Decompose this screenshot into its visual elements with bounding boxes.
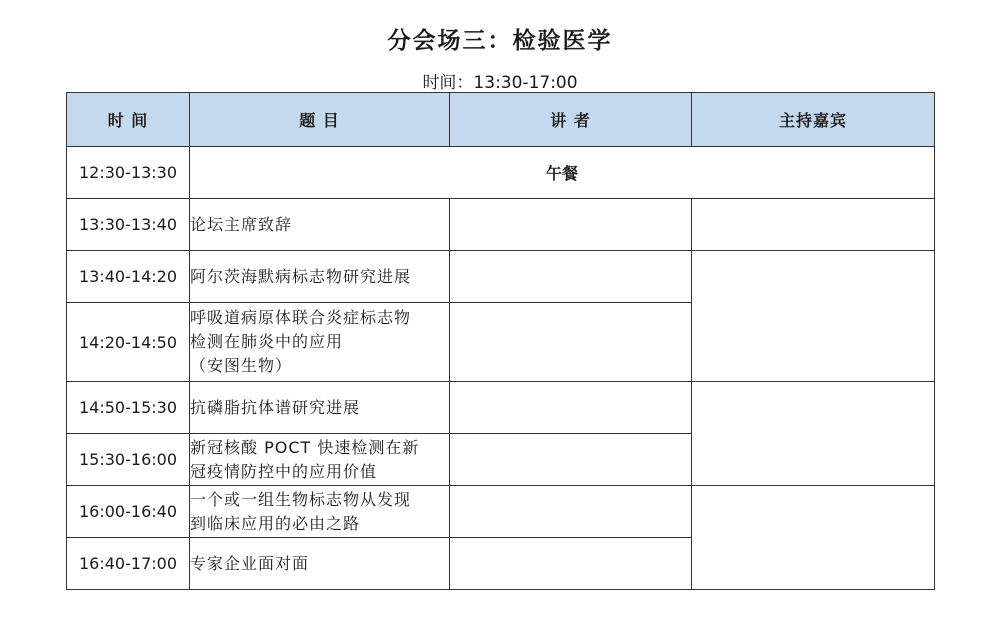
topic-cell xyxy=(190,303,450,382)
speaker-cell xyxy=(450,486,692,538)
speaker-cell xyxy=(450,251,692,303)
topic-line: 新冠核酸 POCT 快速检测在新 xyxy=(190,437,420,457)
topic-cell xyxy=(190,434,450,486)
topic-line: 论坛主席致辞 xyxy=(190,214,293,234)
topic-cell xyxy=(190,382,450,434)
time-cell: 16:40-17:00 xyxy=(67,538,190,590)
topic-line: 检测在肺炎中的应用 xyxy=(190,332,344,351)
header-host: 主持嘉宾 xyxy=(692,93,935,147)
speaker-cell xyxy=(450,538,692,590)
lunch-cell: 午餐 xyxy=(190,147,935,199)
schedule-table xyxy=(66,92,935,590)
topic-cell xyxy=(190,199,450,251)
speaker-cell xyxy=(450,382,692,434)
session-time: 时间：13:30-17:00 xyxy=(422,73,578,93)
time-cell: 13:30-13:40 xyxy=(67,199,190,251)
speaker-cell xyxy=(450,434,692,486)
host-cell xyxy=(692,251,935,382)
topic-line: 专家企业面对面 xyxy=(190,553,310,573)
time-cell: 14:50-15:30 xyxy=(67,382,190,434)
host-cell xyxy=(692,199,935,251)
topic-line: 阿尔茨海默病标志物研究进展 xyxy=(190,266,412,286)
time-cell: 16:00-16:40 xyxy=(67,486,190,538)
table-row xyxy=(67,251,935,303)
speaker-cell xyxy=(450,303,692,382)
table-row xyxy=(67,382,935,434)
topic-line: 一个或一组生物标志物从发现 xyxy=(190,489,412,509)
time-cell: 14:20-14:50 xyxy=(67,303,190,382)
table-header-row xyxy=(67,93,935,147)
time-cell: 13:40-14:20 xyxy=(67,251,190,303)
topic-cell xyxy=(190,538,450,590)
time-cell: 15:30-16:00 xyxy=(67,434,190,486)
topic-cell xyxy=(190,486,450,538)
topic-line: 到临床应用的必由之路 xyxy=(190,513,361,533)
topic-line: 呼吸道病原体联合炎症标志物 xyxy=(190,308,412,327)
lunch-row xyxy=(67,147,935,199)
host-cell xyxy=(692,486,935,590)
header-topic: 题 目 xyxy=(190,93,450,147)
table-row xyxy=(67,486,935,538)
topic-line: 抗磷脂抗体谱研究进展 xyxy=(190,397,361,417)
header-speaker: 讲 者 xyxy=(450,93,692,147)
header-time: 时 间 xyxy=(67,93,190,147)
host-cell xyxy=(692,382,935,486)
time-cell: 12:30-13:30 xyxy=(67,147,190,199)
topic-line: （安图生物） xyxy=(190,356,293,375)
page-title: 分会场三：检验医学 xyxy=(387,28,613,54)
speaker-cell xyxy=(450,199,692,251)
topic-line: 冠疫情防控中的应用价值 xyxy=(190,461,378,481)
table-row xyxy=(67,199,935,251)
topic-cell xyxy=(190,251,450,303)
